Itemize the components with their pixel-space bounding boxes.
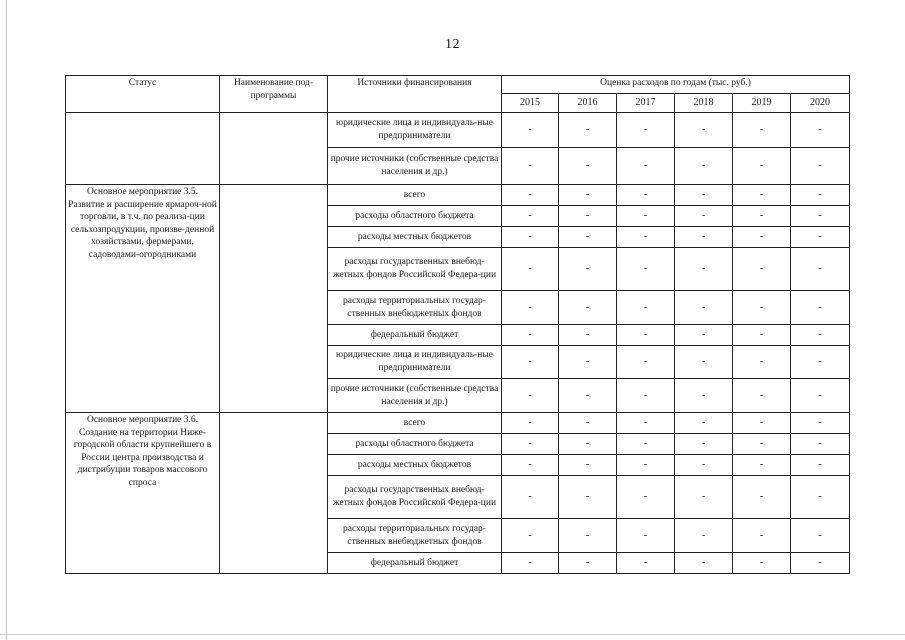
year-value-cell: - [502,553,559,574]
funding-source-cell: расходы территориальных государ-ственных внебюджетных фондов [328,519,502,553]
year-value-cell: - [559,227,617,248]
year-value-cell: - [791,185,850,206]
year-header: 2017 [617,94,675,113]
year-header: 2019 [733,94,791,113]
funding-source-cell: всего [328,185,502,206]
year-value-cell: - [502,413,559,434]
funding-source-cell: федеральный бюджет [328,553,502,574]
year-value-cell: - [733,379,791,413]
year-value-cell: - [733,455,791,476]
year-value-cell: - [733,206,791,227]
sources-header: Источники финансирования [328,76,502,113]
scan-bottom-edge [0,634,905,635]
year-value-cell: - [733,248,791,291]
year-value-cell: - [791,553,850,574]
year-value-cell: - [617,455,675,476]
year-value-cell: - [502,455,559,476]
year-value-cell: - [502,434,559,455]
year-value-cell: - [617,413,675,434]
year-value-cell: - [502,325,559,346]
year-value-cell: - [617,113,675,148]
funding-source-cell: расходы государственных внебюд-жетных фондов Российской Федера-ции [328,476,502,519]
funding-source-cell: расходы местных бюджетов [328,227,502,248]
year-value-cell: - [733,519,791,553]
year-value-cell: - [675,413,733,434]
year-value-cell: - [791,148,850,185]
subprogram-cell [220,413,328,574]
year-value-cell: - [617,206,675,227]
year-value-cell: - [791,227,850,248]
year-value-cell: - [617,379,675,413]
year-value-cell: - [502,248,559,291]
funding-source-cell: расходы местных бюджетов [328,455,502,476]
year-value-cell: - [791,113,850,148]
year-value-cell: - [559,519,617,553]
funding-source-cell: прочие источники (собственные средства населения и др.) [328,379,502,413]
year-value-cell: - [733,413,791,434]
funding-source-cell: юридические лица и индивидуаль-ные предприниматели [328,113,502,148]
subprogram-cell [220,113,328,185]
year-value-cell: - [617,148,675,185]
year-value-cell: - [502,346,559,379]
year-value-cell: - [675,148,733,185]
year-value-cell: - [791,434,850,455]
year-value-cell: - [502,148,559,185]
year-value-cell: - [559,325,617,346]
year-value-cell: - [502,379,559,413]
year-value-cell: - [791,346,850,379]
year-value-cell: - [617,553,675,574]
funding-source-cell: расходы территориальных государ-ственных внебюджетных фондов [328,291,502,325]
status-cell [66,113,220,185]
year-value-cell: - [791,476,850,519]
year-value-cell: - [733,553,791,574]
year-value-cell: - [502,476,559,519]
year-value-cell: - [617,476,675,519]
table-row [66,113,850,148]
year-value-cell: - [617,434,675,455]
year-value-cell: - [559,476,617,519]
year-value-cell: - [675,379,733,413]
year-value-cell: - [559,379,617,413]
year-header: 2015 [502,94,559,113]
funding-source-cell: юридические лица и индивидуаль-ные предприниматели [328,346,502,379]
status-cell: Основное мероприятие 3.6. Создание на территории Ниже-городской области крупнейшего в России центра производства и дистрибуции товаров массового спроса [66,413,220,574]
year-value-cell: - [791,379,850,413]
year-value-cell: - [675,206,733,227]
year-value-cell: - [733,185,791,206]
year-value-cell: - [502,185,559,206]
year-value-cell: - [675,476,733,519]
year-value-cell: - [559,413,617,434]
year-value-cell: - [559,455,617,476]
year-value-cell: - [502,227,559,248]
header-row-top [66,76,850,94]
year-value-cell: - [791,455,850,476]
year-value-cell: - [617,248,675,291]
year-value-cell: - [559,434,617,455]
year-value-cell: - [502,113,559,148]
year-value-cell: - [675,434,733,455]
year-value-cell: - [502,206,559,227]
year-value-cell: - [502,291,559,325]
year-value-cell: - [617,325,675,346]
year-value-cell: - [502,519,559,553]
year-value-cell: - [675,455,733,476]
year-value-cell: - [733,227,791,248]
year-value-cell: - [559,553,617,574]
table-row [66,413,850,434]
year-value-cell: - [791,413,850,434]
status-header: Статус [66,76,220,113]
subprogram-header: Наименование под-программы [220,76,328,113]
funding-source-cell: всего [328,413,502,434]
year-value-cell: - [675,291,733,325]
year-value-cell: - [617,185,675,206]
year-value-cell: - [675,113,733,148]
year-value-cell: - [559,148,617,185]
year-value-cell: - [617,291,675,325]
year-header: 2016 [559,94,617,113]
table-row [66,185,850,206]
estimate-header: Оценка расходов по годам (тыс. руб.) [502,76,850,94]
year-value-cell: - [791,519,850,553]
funding-source-cell: расходы государственных внебюд-жетных фондов Российской Федера-ции [328,248,502,291]
year-value-cell: - [733,113,791,148]
year-value-cell: - [733,325,791,346]
year-value-cell: - [733,291,791,325]
year-value-cell: - [791,291,850,325]
year-value-cell: - [675,185,733,206]
year-value-cell: - [675,553,733,574]
year-value-cell: - [559,248,617,291]
year-value-cell: - [559,291,617,325]
scan-left-edge [6,0,7,640]
year-value-cell: - [617,227,675,248]
year-value-cell: - [675,519,733,553]
year-value-cell: - [675,325,733,346]
year-value-cell: - [733,434,791,455]
year-value-cell: - [559,113,617,148]
funding-source-cell: федеральный бюджет [328,325,502,346]
status-cell: Основное мероприятие 3.5. Развитие и расширение ярмароч-ной торговли, в т.ч. по реализа-ции сельхозпродукции, произве-денной хозяйствами, фермерами, садоводами-огородниками [66,185,220,413]
year-value-cell: - [791,325,850,346]
year-value-cell: - [733,148,791,185]
year-value-cell: - [675,248,733,291]
year-value-cell: - [791,206,850,227]
year-value-cell: - [559,206,617,227]
year-value-cell: - [675,346,733,379]
page-number: 12 [445,37,460,52]
year-value-cell: - [617,519,675,553]
year-value-cell: - [675,227,733,248]
year-value-cell: - [791,248,850,291]
year-header: 2020 [791,94,850,113]
year-value-cell: - [559,185,617,206]
budget-table [65,75,850,574]
year-value-cell: - [733,476,791,519]
funding-source-cell: расходы областного бюджета [328,434,502,455]
year-value-cell: - [617,346,675,379]
funding-source-cell: прочие источники (собственные средства населения и др.) [328,148,502,185]
year-header: 2018 [675,94,733,113]
funding-source-cell: расходы областного бюджета [328,206,502,227]
year-value-cell: - [559,346,617,379]
year-value-cell: - [733,346,791,379]
subprogram-cell [220,185,328,413]
